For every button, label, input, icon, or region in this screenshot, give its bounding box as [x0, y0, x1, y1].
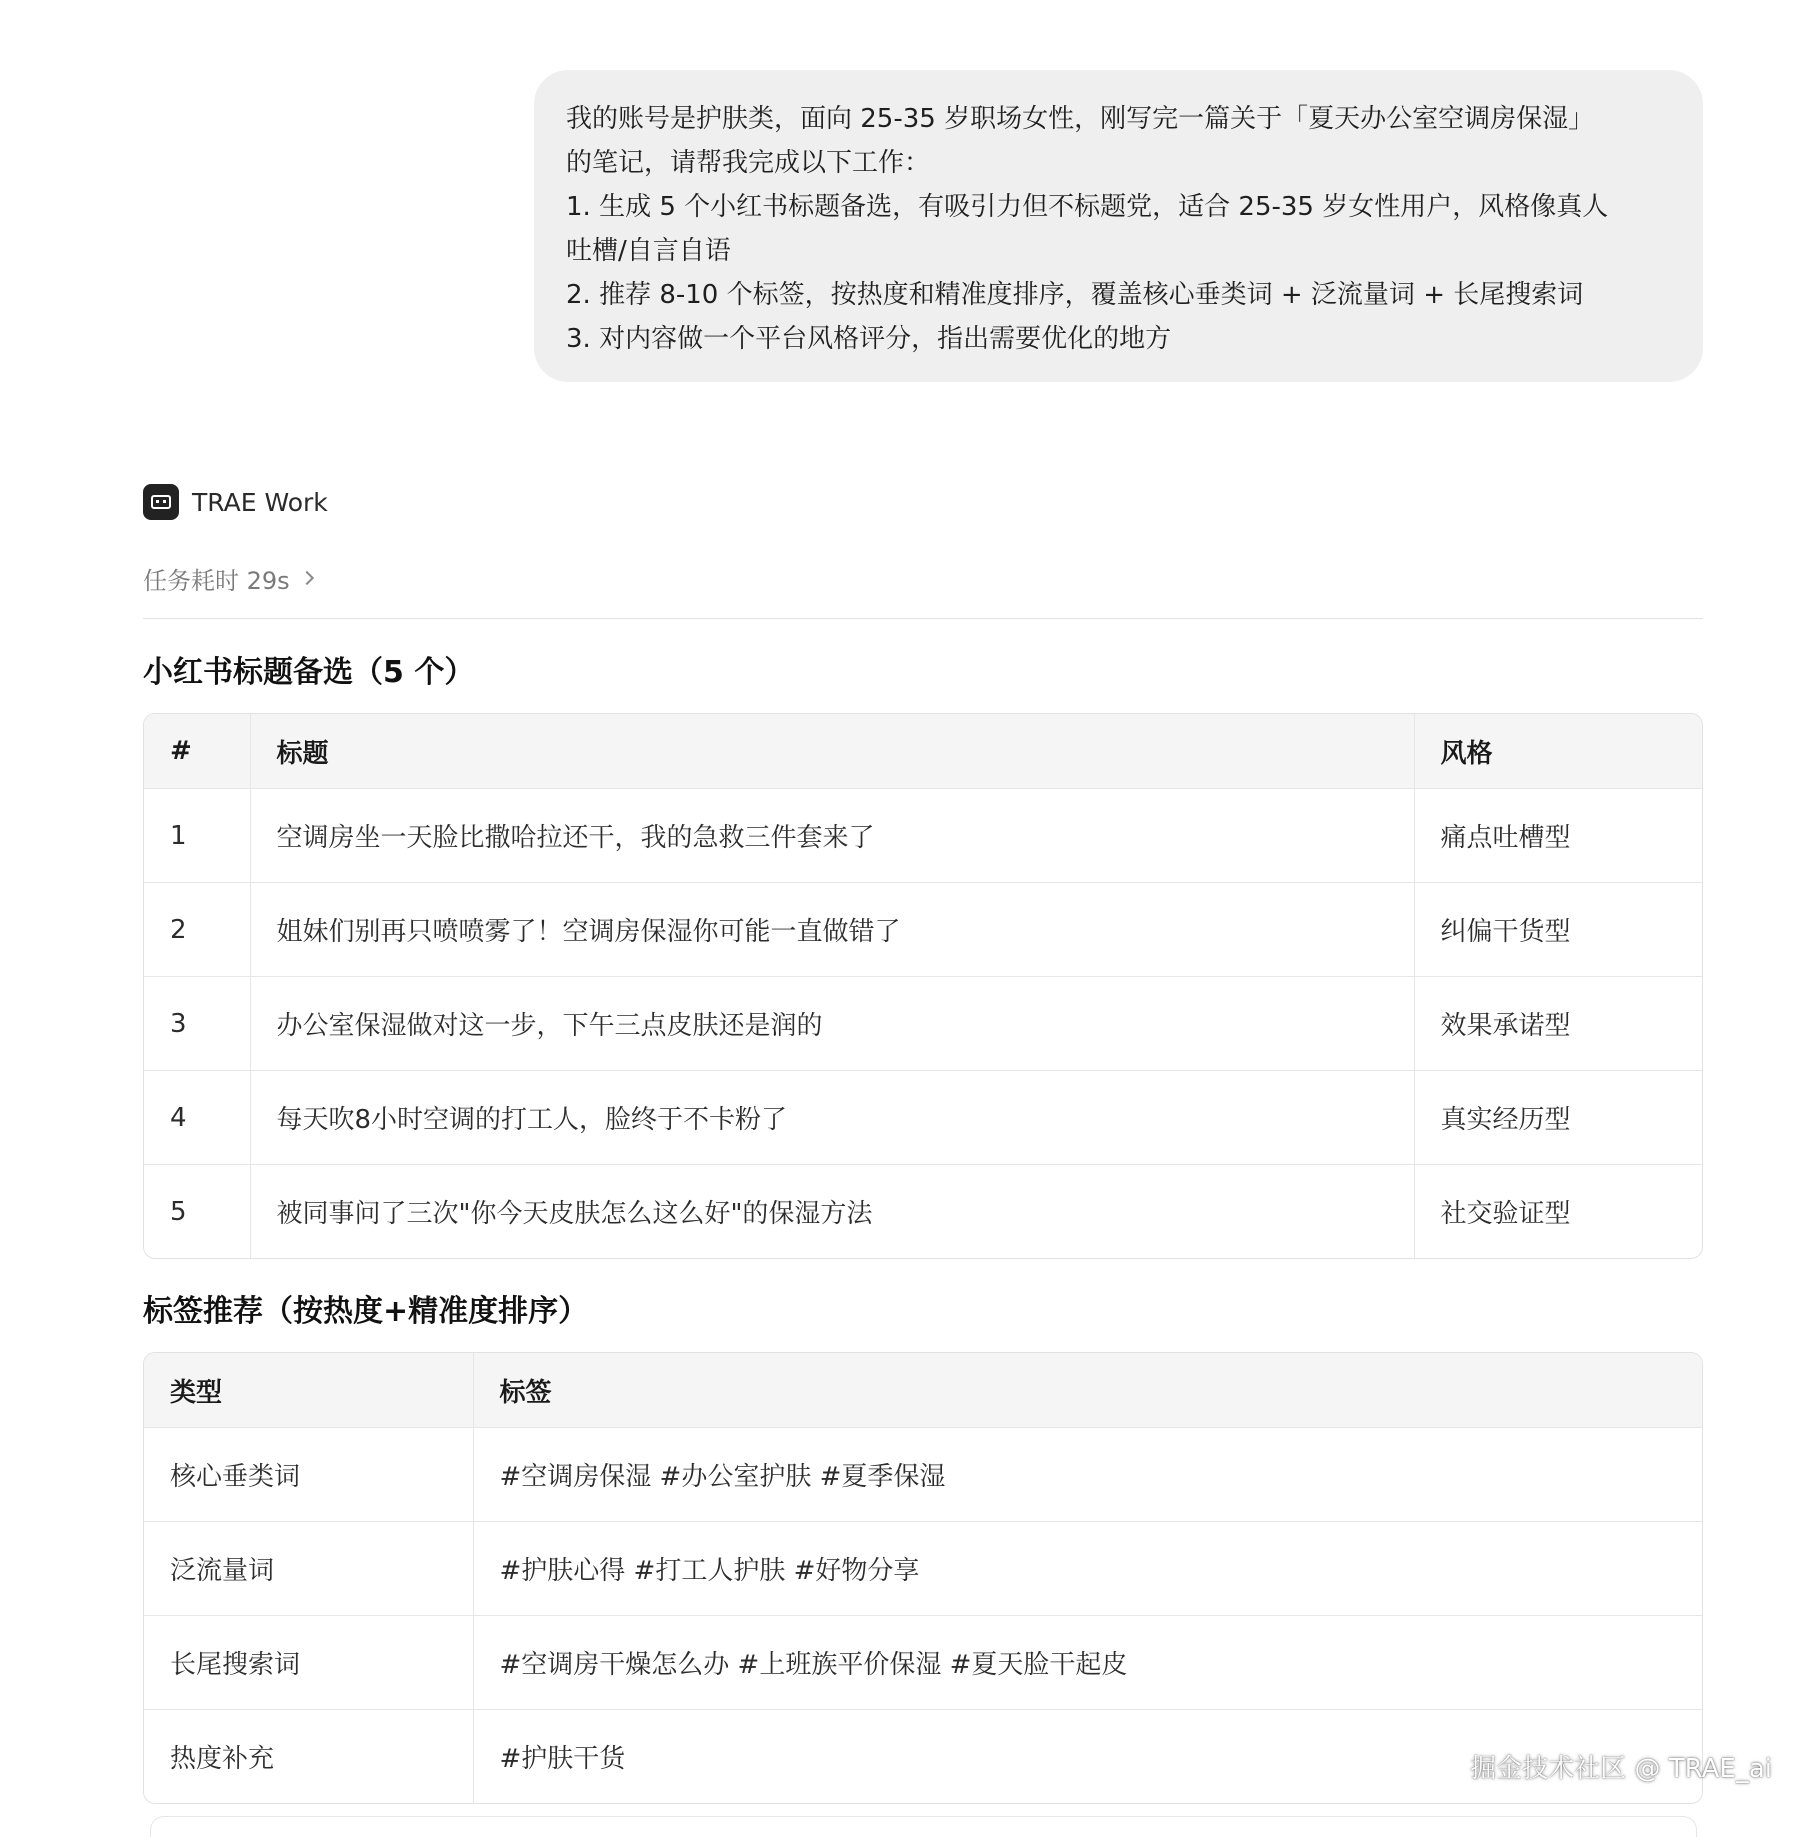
row-tags: #空调房保湿 #办公室护肤 #夏季保湿 [473, 1428, 1702, 1522]
table-row [144, 1071, 1702, 1165]
agent-header [143, 484, 328, 520]
row-title: 每天吹8小时空调的打工人，脸终于不卡粉了 [250, 1071, 1414, 1165]
row-style: 社交验证型 [1440, 1199, 1571, 1229]
watermark: 掘金技术社区 @ TRAE_ai [1470, 1754, 1772, 1784]
task-duration-toggle[interactable] [143, 560, 312, 596]
divider [143, 618, 1703, 619]
table-header-row [144, 1353, 1702, 1428]
row-style: 效果承诺型 [1414, 977, 1702, 1071]
user-message-line: 吐槽/自言自语 [566, 236, 731, 266]
row-tags: #护肤干货 [499, 1744, 626, 1774]
tags-table [143, 1352, 1703, 1804]
column-header-type: 类型 [144, 1353, 473, 1428]
table-row [144, 789, 1702, 883]
task-duration-label: 任务耗时 29s [143, 566, 290, 595]
titles-section-heading: 小红书标题备选（5 个） [143, 655, 475, 690]
trae-logo-icon [143, 484, 179, 520]
row-title: 姐妹们别再只喷喷雾了！空调房保湿你可能一直做错了 [250, 883, 1414, 977]
column-header-title: 标题 [250, 714, 1414, 789]
table-row [144, 1616, 1702, 1710]
agent-name: TRAE Work [192, 487, 328, 517]
column-header-style: 风格 [1414, 714, 1702, 789]
row-tags: #护肤心得 #打工人护肤 #好物分享 [473, 1522, 1702, 1616]
row-tags: #空调房干燥怎么办 #上班族平价保湿 #夏天脸干起皮 [473, 1616, 1702, 1710]
row-type: 泛流量词 [144, 1522, 473, 1616]
user-message-line: 3. 对内容做一个平台风格评分，指出需要优化的地方 [566, 324, 1172, 354]
user-message-line: 我的账号是护肤类，面向 25-35 岁职场女性，刚写完一篇关于「夏天办公室空调房保湿」 [566, 104, 1595, 134]
row-index: 2 [144, 883, 250, 977]
row-index: 4 [144, 1071, 250, 1165]
row-type: 热度补充 [144, 1710, 473, 1804]
table-row [144, 1522, 1702, 1616]
row-style: 纠偏干货型 [1414, 883, 1702, 977]
next-card-edge [150, 1816, 1697, 1837]
row-type: 长尾搜索词 [144, 1616, 473, 1710]
titles-table [143, 713, 1703, 1259]
user-message-line: 1. 生成 5 个小红书标题备选，有吸引力但不标题党，适合 25-35 岁女性用户，风格像真人 [566, 192, 1609, 222]
chevron-right-icon [300, 571, 314, 585]
column-header-tags: 标签 [473, 1353, 1702, 1428]
row-style: 痛点吐槽型 [1414, 789, 1702, 883]
row-title: 办公室保湿做对这一步，下午三点皮肤还是润的 [250, 977, 1414, 1071]
column-header-index: # [144, 714, 250, 789]
row-type: 核心垂类词 [144, 1428, 473, 1522]
tags-section-heading: 标签推荐（按热度+精准度排序） [143, 1294, 589, 1329]
row-style: 真实经历型 [1414, 1071, 1702, 1165]
table-row [144, 977, 1702, 1071]
user-message-bubble [534, 70, 1703, 382]
user-message-line: 的笔记，请帮我完成以下工作： [566, 148, 931, 178]
user-message-line: 2. 推荐 8-10 个标签，按热度和精准度排序，覆盖核心垂类词 + 泛流量词 + 长尾搜索词 [566, 280, 1584, 310]
row-index: 5 [144, 1165, 250, 1259]
table-row [144, 1165, 1702, 1259]
row-title: 被同事问了三次"你今天皮肤怎么这么好"的保湿方法 [250, 1165, 1414, 1259]
row-title: 空调房坐一天脸比撒哈拉还干，我的急救三件套来了 [250, 789, 1414, 883]
table-row [144, 1710, 1702, 1804]
table-row [144, 883, 1702, 977]
table-header-row [144, 714, 1702, 789]
row-index: 1 [144, 789, 250, 883]
table-row [144, 1428, 1702, 1522]
row-index: 3 [144, 977, 250, 1071]
